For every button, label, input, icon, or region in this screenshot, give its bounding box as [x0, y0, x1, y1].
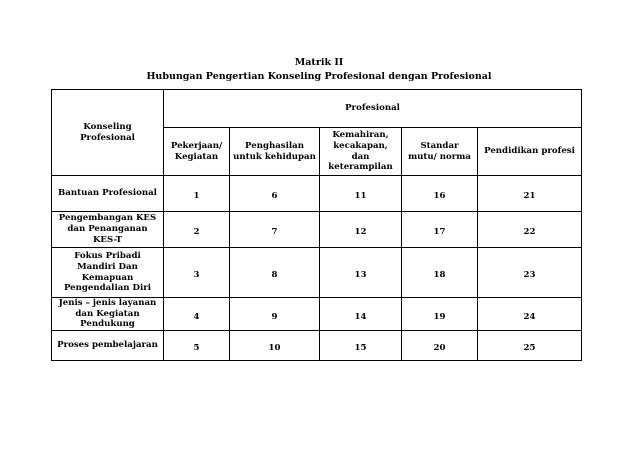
column-header: Penghasilan untuk kehidupan [230, 128, 320, 176]
column-header: Pendidikan profesi [478, 128, 582, 176]
column-header: Kemahiran, kecakapan, dan keterampilan [320, 128, 402, 176]
cell-value: 6 [271, 191, 278, 202]
row-label: Bantuan Profesional [52, 176, 164, 212]
cell-value: 23 [523, 270, 536, 281]
table-cell [402, 212, 478, 248]
table-cell [478, 331, 582, 361]
cell-value: 12 [354, 227, 367, 238]
table-cell [164, 248, 230, 298]
table-cell [230, 331, 320, 361]
table-row [52, 176, 582, 212]
table-row [52, 248, 582, 298]
row-label: Proses pembelajaran [52, 331, 164, 361]
cell-value: 9 [271, 311, 278, 322]
row-label: Jenis – jenis layanan dan Kegiatan Pendukung [52, 298, 164, 331]
column-header: Pekerjaan/ Kegiatan [164, 128, 230, 176]
table-cell [478, 176, 582, 212]
group-header: Profesional [164, 90, 582, 128]
cell-value: 1 [193, 191, 200, 202]
cell-value: 20 [433, 343, 446, 354]
table-cell [230, 248, 320, 298]
table-cell [230, 176, 320, 212]
table-cell [402, 248, 478, 298]
table-cell [320, 176, 402, 212]
table-cell [478, 212, 582, 248]
cell-value: 17 [433, 227, 446, 238]
table-cell [230, 212, 320, 248]
table-cell [478, 248, 582, 298]
document-title: Matrik II [294, 57, 344, 68]
cell-value: 16 [433, 191, 446, 202]
cell-value: 18 [433, 270, 446, 281]
cell-value: 8 [271, 270, 278, 281]
table-cell [402, 331, 478, 361]
matrix-table [51, 89, 582, 361]
cell-value: 11 [354, 191, 367, 202]
cell-value: 4 [193, 311, 200, 322]
table-cell [164, 212, 230, 248]
table-cell [164, 176, 230, 212]
table-cell [320, 212, 402, 248]
table-cell [402, 298, 478, 331]
table-cell [164, 331, 230, 361]
cell-value: 10 [268, 343, 281, 354]
table-cell [230, 298, 320, 331]
cell-value: 25 [523, 343, 536, 354]
table-cell [320, 248, 402, 298]
table-row [52, 212, 582, 248]
cell-value: 3 [193, 270, 200, 281]
column-header: Standar mutu/ norma [402, 128, 478, 176]
cell-value: 14 [354, 311, 367, 322]
document-subtitle: Hubungan Pengertian Konseling Profesional dengan Profesional [146, 71, 492, 82]
table-row [52, 331, 582, 361]
table-cell [478, 298, 582, 331]
table-cell [320, 298, 402, 331]
corner-header: Konseling Profesional [52, 90, 164, 176]
cell-value: 22 [523, 227, 536, 238]
row-label: Fokus Pribadi Mandiri Dan Kemapuan Pengendalian Diri [52, 248, 164, 298]
cell-value: 2 [193, 227, 200, 238]
cell-value: 19 [433, 311, 446, 322]
cell-value: 13 [354, 270, 367, 281]
table-cell [320, 331, 402, 361]
cell-value: 15 [354, 343, 367, 354]
cell-value: 7 [271, 227, 278, 238]
table-cell [164, 298, 230, 331]
table-row [52, 298, 582, 331]
cell-value: 21 [523, 191, 536, 202]
table-header-row [52, 90, 582, 128]
table-cell [402, 176, 478, 212]
cell-value: 5 [193, 343, 200, 354]
cell-value: 24 [523, 311, 536, 322]
row-label: Pengembangan KES dan Penanganan KES-T [52, 212, 164, 248]
